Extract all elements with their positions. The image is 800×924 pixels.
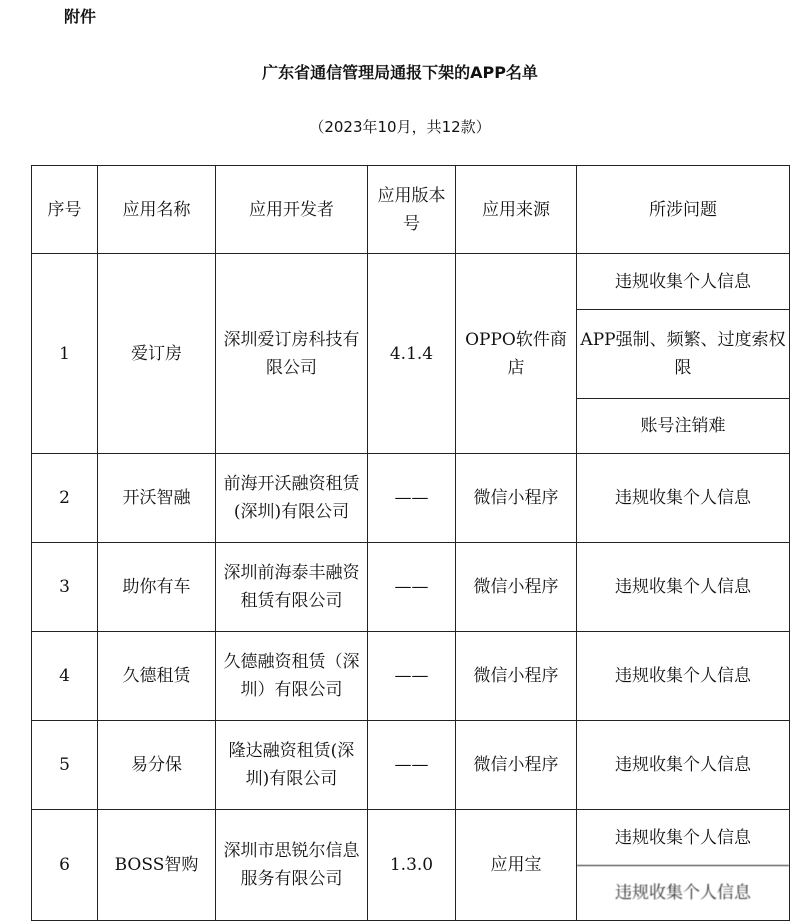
- table-row: [32, 810, 790, 921]
- row-developer: 深圳前海泰丰融资租赁有限公司: [216, 543, 368, 632]
- document-subtitle: （2023年10月，共12款）: [309, 118, 491, 136]
- row-app-name: 易分保: [98, 721, 216, 810]
- issue-item: 账号注销难: [577, 398, 789, 453]
- row-source: 微信小程序: [456, 632, 577, 721]
- row-version: ——: [368, 632, 456, 721]
- row-issue: 违规收集个人信息: [577, 454, 790, 543]
- row-source: 应用宝: [456, 810, 577, 921]
- table-row: [32, 721, 790, 810]
- row-no: 1: [32, 254, 98, 454]
- row-developer: 隆达融资租赁(深圳)有限公司: [216, 721, 368, 810]
- document-title: 广东省通信管理局通报下架的APP名单: [262, 63, 538, 82]
- row-no: 3: [32, 543, 98, 632]
- row-no: 6: [32, 810, 98, 921]
- row-issues: [577, 810, 790, 921]
- row-no: 2: [32, 454, 98, 543]
- row-app-name: 爱订房: [98, 254, 216, 454]
- row-issue: 违规收集个人信息: [577, 543, 790, 632]
- column-header-developer: 应用开发者: [216, 166, 368, 254]
- issue-item: 违规收集个人信息: [615, 827, 751, 848]
- row-version: ——: [368, 454, 456, 543]
- issue-item: 违规收集个人信息: [615, 271, 751, 292]
- row-version: 1.3.0: [368, 810, 456, 921]
- row-issue: 违规收集个人信息: [577, 721, 790, 810]
- app-list-table: [31, 165, 790, 921]
- column-header-no: 序号: [32, 166, 98, 254]
- row-developer: 深圳市思锐尔信息服务有限公司: [216, 810, 368, 921]
- issue-item: 违规收集个人信息: [577, 865, 789, 920]
- row-developer: 久德融资租赁（深圳）有限公司: [216, 632, 368, 721]
- table-row: [32, 543, 790, 632]
- issue-item: APP强制、频繁、过度索权限: [577, 309, 789, 398]
- row-version: ——: [368, 543, 456, 632]
- row-no: 5: [32, 721, 98, 810]
- row-source: 微信小程序: [456, 721, 577, 810]
- row-version: 4.1.4: [368, 254, 456, 454]
- row-issues: [577, 254, 790, 454]
- column-header-issues: 所涉问题: [577, 166, 790, 254]
- row-app-name: BOSS智购: [98, 810, 216, 921]
- row-source: 微信小程序: [456, 454, 577, 543]
- row-source: 微信小程序: [456, 543, 577, 632]
- column-header-version: 应用版本号: [368, 166, 456, 254]
- row-no: 4: [32, 632, 98, 721]
- row-app-name: 开沃智融: [98, 454, 216, 543]
- attachment-label: 附件: [64, 7, 97, 26]
- table-row: [32, 454, 790, 543]
- row-app-name: 助你有车: [98, 543, 216, 632]
- table-row: [32, 632, 790, 721]
- table-row: [32, 254, 790, 454]
- column-header-source: 应用来源: [456, 166, 577, 254]
- row-version: ——: [368, 721, 456, 810]
- row-source: OPPO软件商店: [456, 254, 577, 454]
- row-developer: 前海开沃融资租赁(深圳)有限公司: [216, 454, 368, 543]
- column-header-name: 应用名称: [98, 166, 216, 254]
- row-developer: 深圳爱订房科技有限公司: [216, 254, 368, 454]
- row-issue: 违规收集个人信息: [577, 632, 790, 721]
- table-header-row: [32, 166, 790, 254]
- row-app-name: 久德租赁: [98, 632, 216, 721]
